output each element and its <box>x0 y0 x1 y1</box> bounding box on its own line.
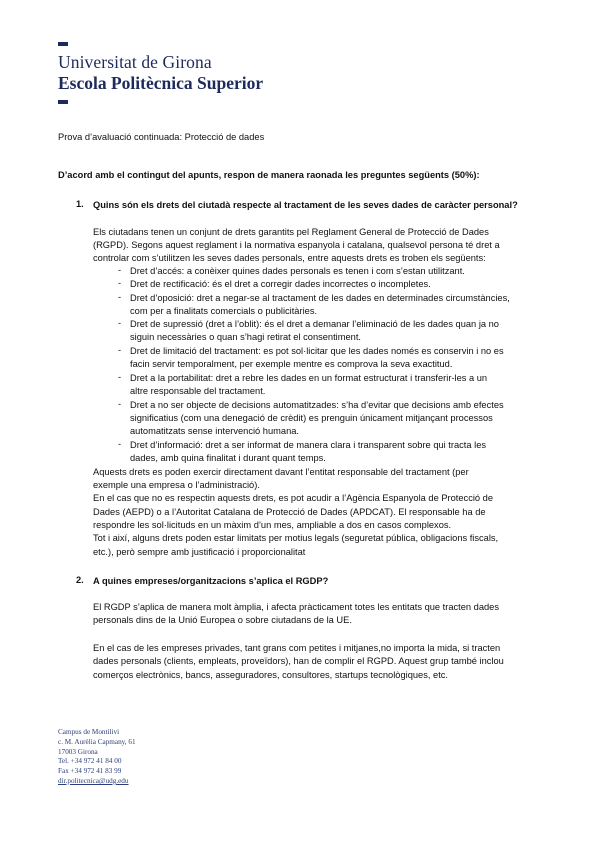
list-bullet-marker: - <box>118 318 122 328</box>
q2-number: 2. <box>76 575 84 585</box>
footer-email-link[interactable]: dir.politecnica@udg.edu <box>58 776 129 785</box>
right-automated-decisions-cont: significatius (com una denegació de crèdit) es prenguin únicament mitjançant processos <box>130 413 493 423</box>
footer-street: c. M. Aurèlia Capmany, 61 <box>58 737 136 746</box>
logo-bar-bottom <box>58 100 68 104</box>
right-portability: Dret a la portabilitat: dret a rebre les dades en un format estructurat i transferir-les a un <box>130 373 488 383</box>
list-bullet-marker: - <box>118 439 122 449</box>
q1-intro-line: controlar com s’utilitzen les seves dades personals, entre aquests drets es troben els següents: <box>93 253 486 263</box>
right-opposition-cont: com per a finalitats comercials o publicitàries. <box>130 306 318 316</box>
list-bullet-marker: - <box>118 345 122 355</box>
q1-closing-line: respondre les sol·licituds en un màxim d’un mes, ampliable a dos en casos complexos. <box>93 520 452 530</box>
q1-question: Quins són els drets del ciutadà respecte al tractament de les seves dades de caràcter personal? <box>93 200 518 210</box>
university-logo <box>58 42 278 104</box>
right-limitation-cont: facin servir temporalment, per exemple mentre es comprova la seva exactitud. <box>130 359 453 369</box>
logo-school-name: Escola Politècnica Superior <box>58 73 264 93</box>
q2-para2-line: comerços electrònics, bancs, asseguradores, consultores, startups tecnològiques, etc. <box>93 670 449 680</box>
list-bullet-marker: - <box>118 399 122 409</box>
q1-closing-line: Aquests drets es poden exercir directament davant l’entitat responsable del tractament (per <box>93 467 469 477</box>
right-limitation: Dret de limitació del tractament: es pot sol·licitar que les dades només es conservin i no es <box>130 346 504 356</box>
footer-city: 17003 Girona <box>58 747 98 756</box>
list-bullet-marker: - <box>118 292 122 302</box>
q1-closing-line: exemple una empresa o l’administració). <box>93 480 260 490</box>
q2-para2-line: dades personals (clients, empleats, proveïdors), han de complir el RGPD. Aquest grup també inclou <box>93 656 504 666</box>
list-bullet-marker: - <box>118 265 122 275</box>
q1-closing-line: En el cas que no es respectin aquests drets, es pot acudir a l’Agència Espanyola de Protecció de <box>93 493 494 503</box>
footer-tel: Tel. +34 972 41 84 00 <box>58 757 122 766</box>
list-bullet-marker: - <box>118 278 122 288</box>
q1-closing-line: etc.), però sempre amb justificació i proporcionalitat <box>93 547 306 557</box>
q1-intro-line: Els ciutadans tenen un conjunt de drets garantits pel Reglament General de Protecció de Dades <box>93 227 489 237</box>
q1-closing-line: Tot i així, alguns drets poden estar limitats per motius legals (seguretat pública, obligacions fiscals, <box>93 533 499 543</box>
instructions: D’acord amb el contingut del apunts, respon de manera raonada les preguntes següents (50%): <box>58 170 480 180</box>
q1-intro-line: (RGPD). Segons aquest reglament i la normativa espanyola i catalana, qualsevol persona té dret a <box>93 240 500 250</box>
q2-para1-line: personals dins de la Unió Europea o sobre ciutadans de la UE. <box>93 615 352 625</box>
right-information: Dret d’informació: dret a ser informat de manera clara i transparent sobre qui tracta les <box>130 440 487 450</box>
right-erasure-cont: siguin necessàries o quan s’hagi retirat el consentiment. <box>130 332 362 342</box>
right-automated-decisions-cont: automatitzats sense intervenció humana. <box>130 426 299 436</box>
right-opposition: Dret d’oposició: dret a negar-se al tractament de les dades en determinades circumstàncies, <box>130 293 510 303</box>
right-portability-cont: altre responsable del tractament. <box>130 386 266 396</box>
right-access: Dret d’accés: a conèixer quines dades personals es tenen i com s’estan utilitzant. <box>130 266 465 276</box>
list-bullet-marker: - <box>118 372 122 382</box>
doc-title: Prova d’avaluació continuada: Protecció de dades <box>58 132 265 142</box>
footer-campus: Campus de Montilivi <box>58 728 120 736</box>
q2-para2-line: En el cas de les empreses privades, tant grans com petites i mitjanes,no importa la mida, si tracten <box>93 643 501 653</box>
right-automated-decisions: Dret a no ser objecte de decisions automatitzades: s’ha d’evitar que decisions amb efectes <box>130 400 504 410</box>
q1-closing-line: Dades (AEPD) o a l’Autoritat Catalana de Protecció de Dades (APDCAT). El responsable ha de <box>93 507 486 517</box>
logo-bar-top <box>58 42 68 46</box>
footer-fax: Fax +34 972 41 83 99 <box>58 767 122 776</box>
q2-question: A quines empreses/organitzacions s’aplica el RGDP? <box>93 576 329 586</box>
right-information-cont: dades, amb quina finalitat i durant quant temps. <box>130 453 326 463</box>
q2-para1-line: El RGDP s’aplica de manera molt àmplia, i afecta pràcticament totes les entitats que tracten dades <box>93 602 499 612</box>
footer-address <box>58 728 136 787</box>
right-erasure: Dret de supressió (dret a l’oblit): és el dret a demanar l’eliminació de les dades quan ja no <box>130 319 499 329</box>
right-rectification: Dret de rectificació: és el dret a corregir dades incorrectes o incompletes. <box>130 279 431 289</box>
q1-number: 1. <box>76 199 84 209</box>
logo-university-name: Universitat de Girona <box>58 52 212 72</box>
